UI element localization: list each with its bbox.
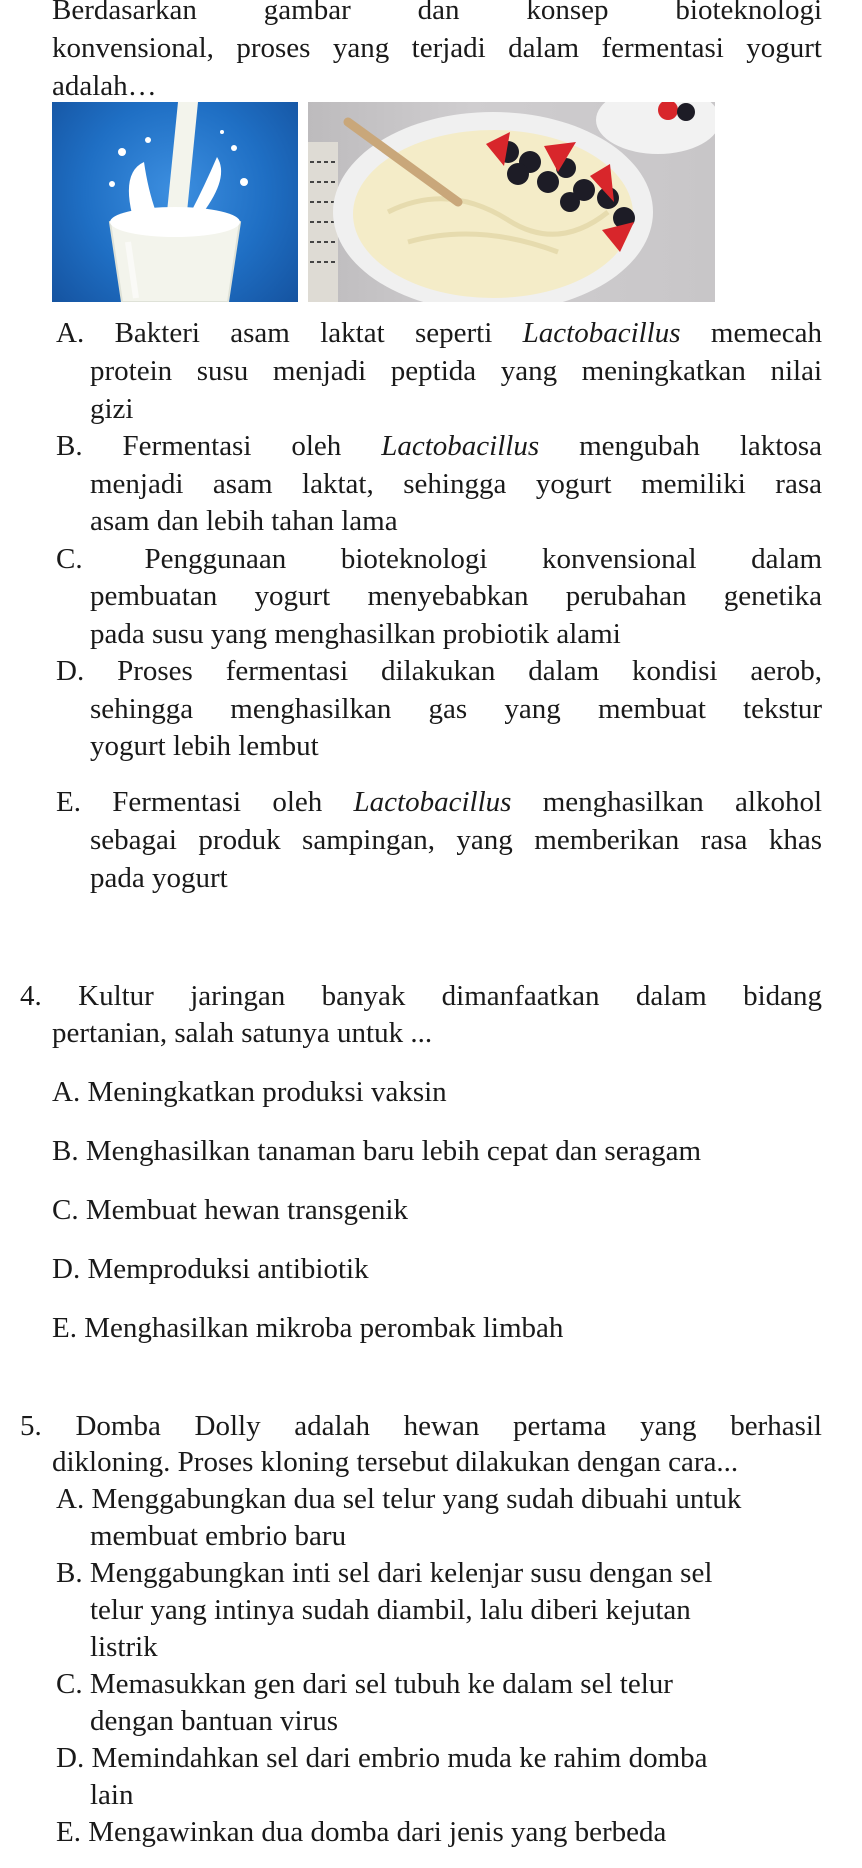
q3-option-c-letter: C. <box>56 543 83 575</box>
q4-question-line-2: pertanian, salah satunya untuk ... <box>52 1017 433 1049</box>
q3-option-b-line-2: menjadi asam laktat, sehingga yogurt memiliki rasa <box>90 468 822 500</box>
q5-option-b-line-1: B. Menggabungkan inti sel dari kelenjar susu dengan sel <box>56 1557 713 1589</box>
q3-option-d-line-1: D. Proses fermentasi dilakukan dalam kondisi aerob, <box>56 655 822 687</box>
q3-option-b-letter: B. <box>56 430 83 462</box>
q3-option-c-line-3: pada susu yang menghasilkan probiotik alami <box>90 618 621 650</box>
q5-question-line-1: 5. Domba Dolly adalah hewan pertama yang berhasil <box>20 1410 822 1442</box>
q3-option-b-line-3: asam dan lebih tahan lama <box>90 505 398 537</box>
q3-option-e-line-1: E. Fermentasi oleh Lactobacillus menghasilkan alkohol <box>56 786 823 818</box>
q5-option-b-line-2: telur yang intinya sudah diambil, lalu diberi kejutan <box>90 1594 691 1626</box>
milk-glass-illustration <box>52 102 298 302</box>
q3-option-a-line-2: protein susu menjadi peptida yang meningkatkan nilai <box>90 355 822 387</box>
q4-question-line-1: 4. Kultur jaringan banyak dimanfaatkan dalam bidang <box>20 980 823 1012</box>
q3-option-c-line-1: C. Penggunaan bioteknologi konvensional dalam <box>56 543 823 575</box>
q5-option-a-line-2: membuat embrio baru <box>90 1520 347 1552</box>
milk-glass-image <box>52 102 298 302</box>
q3-line-2: konvensional, proses yang terjadi dalam fermentasi yogurt <box>52 32 822 64</box>
q4-option-e: E. Menghasilkan mikroba perombak limbah <box>52 1312 564 1344</box>
q3-option-b-line-1: B. Fermentasi oleh Lactobacillus mengubah laktosa <box>56 430 822 462</box>
q4-number: 4. <box>20 980 42 1012</box>
q5-option-a-line-1: A. Menggabungkan dua sel telur yang sudah dibuahi untuk <box>56 1483 742 1515</box>
q4-option-b: B. Menghasilkan tanaman baru lebih cepat dan seragam <box>52 1135 702 1167</box>
q3-option-a-letter: A. <box>56 317 85 349</box>
q3-option-d-letter: D. <box>56 655 85 687</box>
q4-option-d: D. Memproduksi antibiotik <box>52 1253 369 1285</box>
q3-option-d-line-3: yogurt lebih lembut <box>90 730 319 762</box>
q5-number: 5. <box>20 1410 42 1442</box>
q3-line-1: Berdasarkan gambar dan konsep bioteknologi <box>52 0 822 26</box>
q3-option-e-line-3: pada yogurt <box>90 862 228 894</box>
q5-option-c-line-2: dengan bantuan virus <box>90 1705 339 1737</box>
q5-option-c-line-1: C. Memasukkan gen dari sel tubuh ke dalam sel telur <box>56 1668 673 1700</box>
q5-question-line-2: dikloning. Proses kloning tersebut dilakukan dengan cara... <box>52 1446 739 1478</box>
q5-option-d-line-2: lain <box>90 1779 134 1811</box>
q3-option-a-line-3: gizi <box>90 393 134 425</box>
q3-option-e-line-2: sebagai produk sampingan, yang memberikan rasa khas <box>90 824 822 856</box>
yogurt-bowl-illustration <box>308 102 715 302</box>
q3-option-a-line-1: A. Bakteri asam laktat seperti Lactobacillus memecah <box>56 317 822 349</box>
q3-option-c-line-2: pembuatan yogurt menyebabkan perubahan genetika <box>90 580 822 612</box>
q4-option-a: A. Meningkatkan produksi vaksin <box>52 1076 447 1108</box>
q5-option-b-line-3: listrik <box>90 1631 158 1663</box>
q3-option-d-line-2: sehingga menghasilkan gas yang membuat tekstur <box>90 693 822 725</box>
q3-line-3: adalah… <box>52 70 157 102</box>
q3-option-e-letter: E. <box>56 786 81 818</box>
q5-option-e-line-1: E. Mengawinkan dua domba dari jenis yang berbeda <box>56 1816 667 1848</box>
q4-option-c: C. Membuat hewan transgenik <box>52 1194 408 1226</box>
q5-option-d-line-1: D. Memindahkan sel dari embrio muda ke rahim domba <box>56 1742 708 1774</box>
yogurt-bowl-image <box>308 102 715 302</box>
